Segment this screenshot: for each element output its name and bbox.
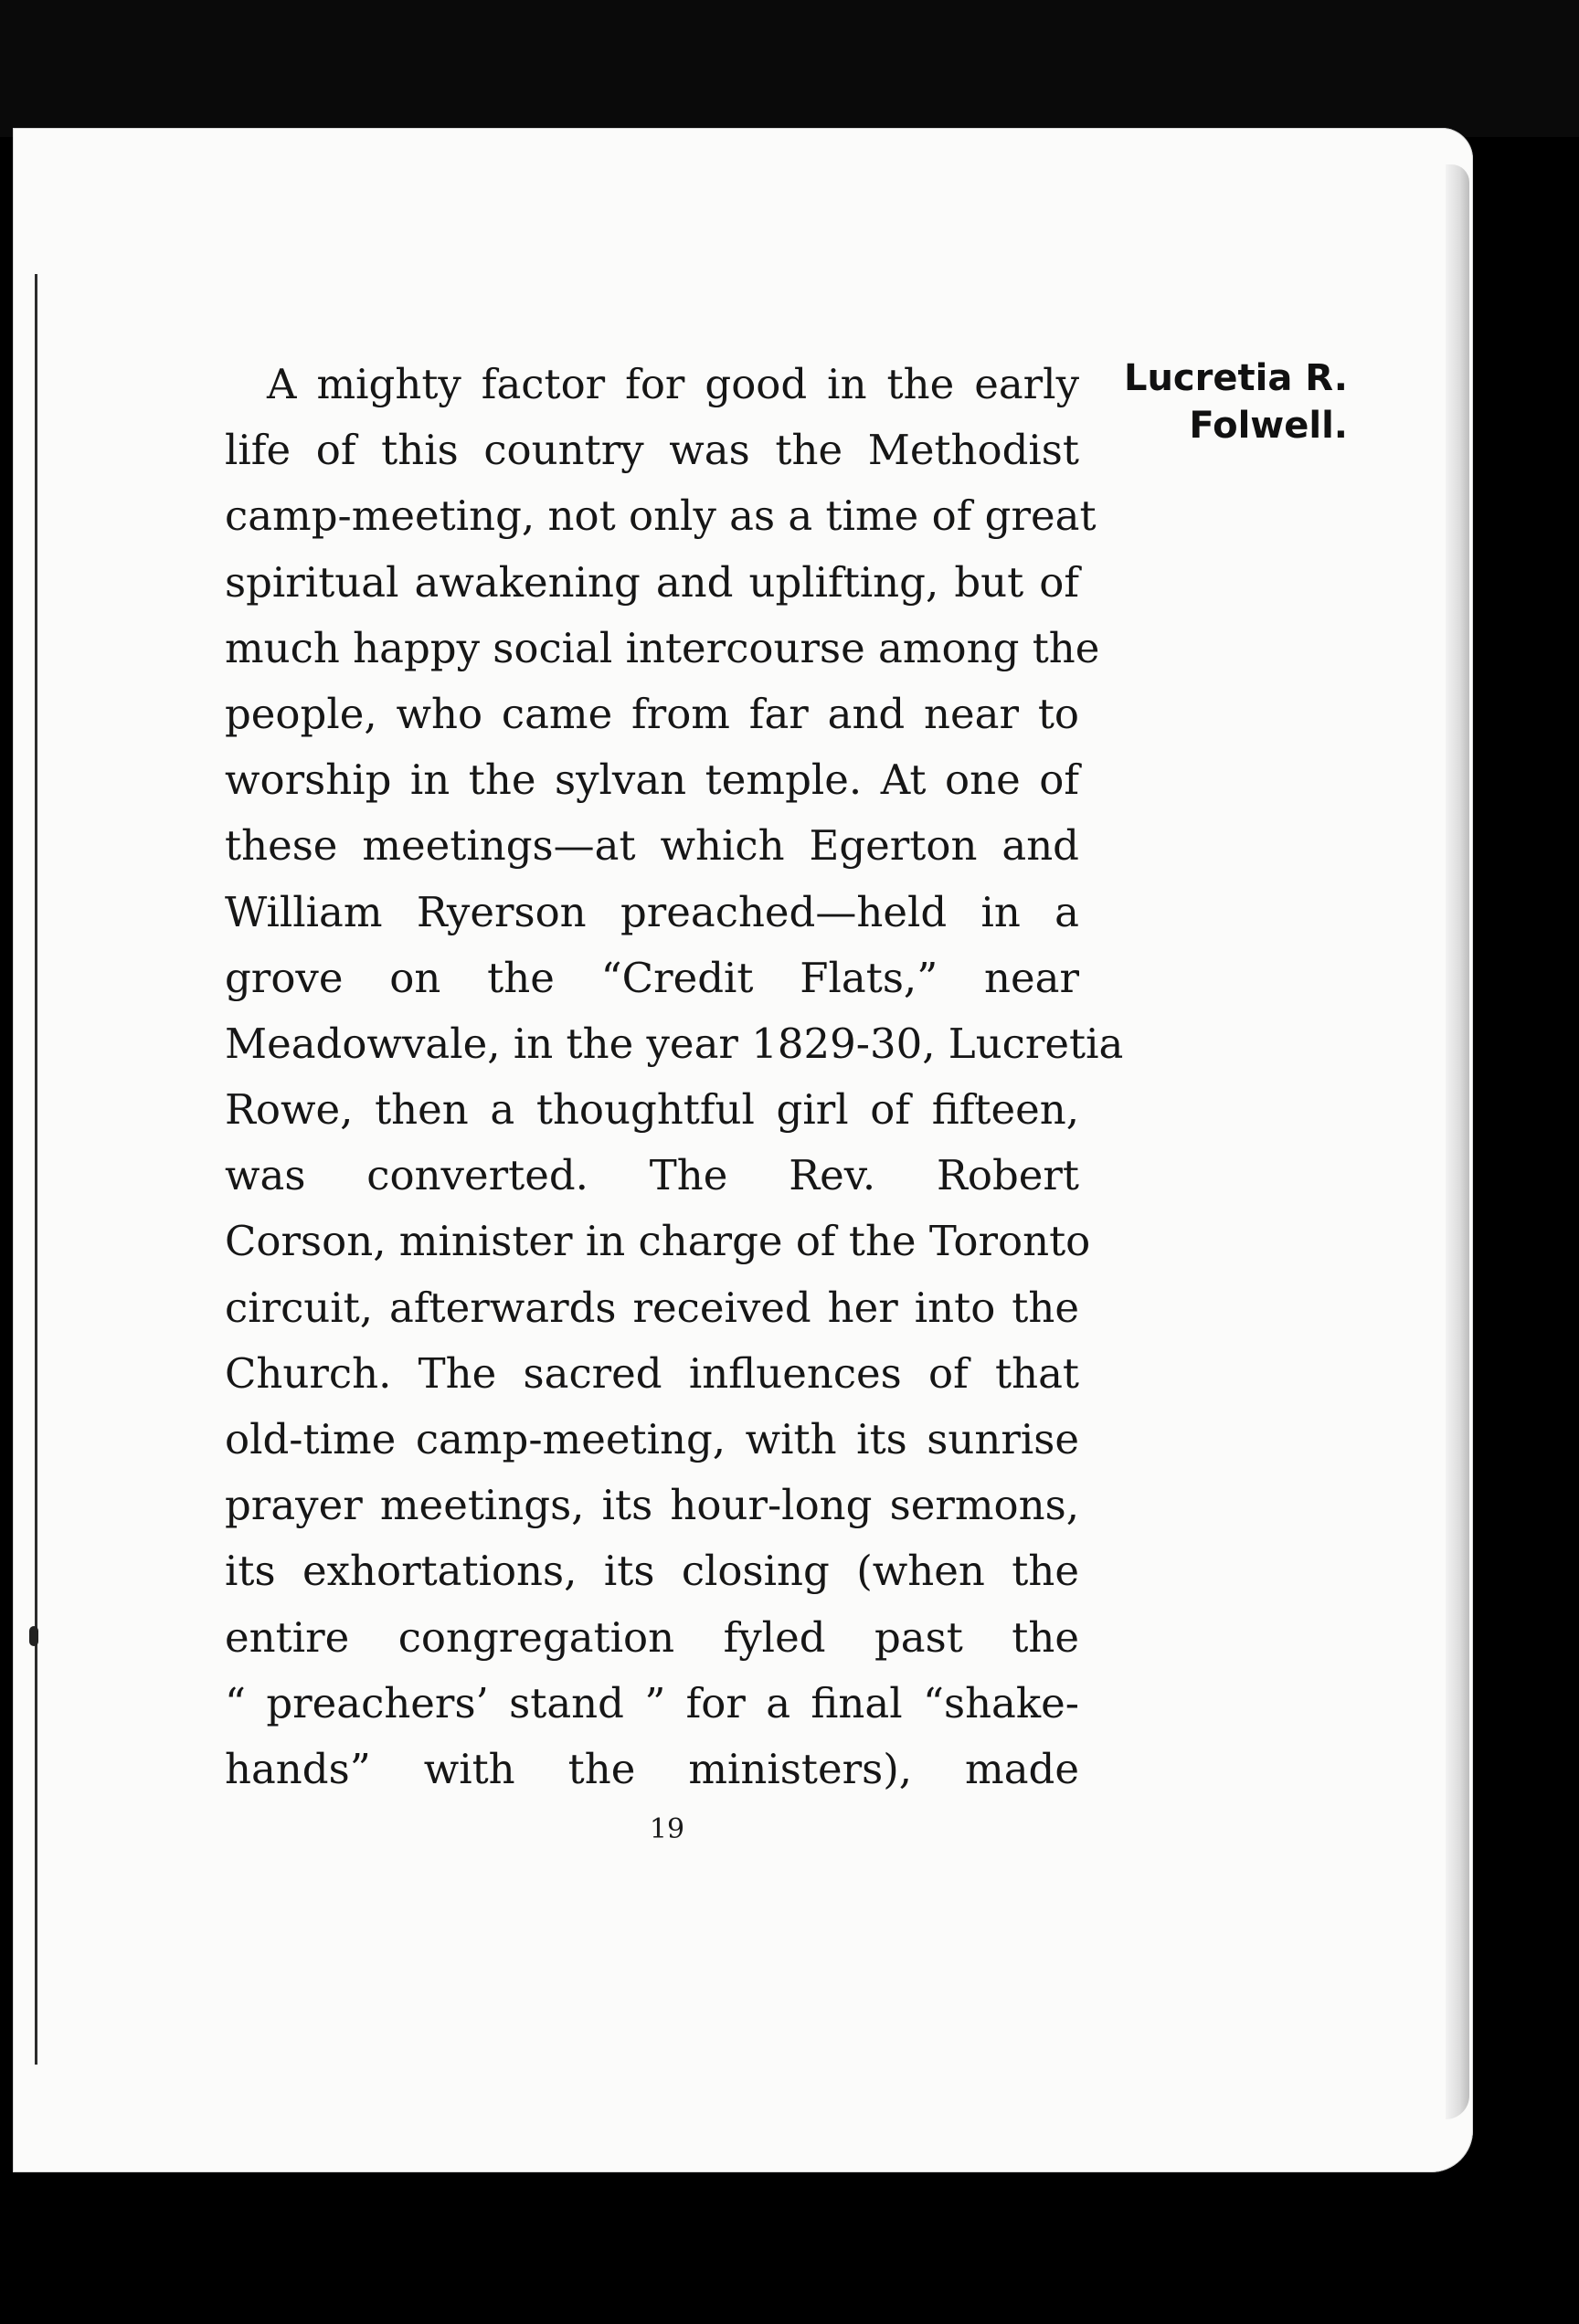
page-number: 19 — [649, 1813, 685, 1845]
text-line: worship in the sylvan temple. At one of — [225, 755, 1079, 805]
text-line: William Ryerson preached—held in a — [225, 887, 1079, 936]
margin-note-line-2: Folwell. — [1189, 405, 1348, 447]
text-line: Rowe, then a thoughtful girl of fifteen, — [225, 1085, 1079, 1135]
text-line: A mighty factor for good in the early — [267, 360, 1079, 408]
text-line: much happy social intercourse among the — [225, 623, 1100, 672]
text-line: life of this country was the Methodist — [225, 426, 1079, 475]
text-line: camp-meeting, not only as a time of great — [225, 491, 1097, 541]
text-line: entire congregation fyled past the — [225, 1612, 1079, 1662]
text-line: was converted. The Rev. Robert — [225, 1151, 1079, 1200]
text-line: old-time camp-meeting, with its sunrise — [225, 1415, 1079, 1463]
text-line: spiritual awakening and uplifting, but of — [225, 557, 1079, 607]
text-line: Corson, minister in charge of the Toronto — [225, 1217, 1091, 1266]
text-line: “ preachers’ stand ” for a final “shake- — [225, 1678, 1079, 1727]
text-line: hands” with the ministers), made — [225, 1744, 1079, 1793]
body-paragraph — [225, 352, 1124, 1802]
margin-note — [1092, 354, 1348, 449]
text-line: circuit, afterwards received her into the — [225, 1283, 1079, 1332]
page-edge — [1446, 164, 1469, 2119]
spine-mark — [29, 1626, 38, 1646]
text-line: Meadowvale, in the year 1829-30, Lucretia — [225, 1019, 1124, 1068]
scan-background-top — [0, 0, 1579, 137]
text-line: its exhortations, its closing (when the — [225, 1547, 1079, 1596]
text-line: Church. The sacred influences of that — [225, 1348, 1079, 1398]
text-line: grove on the “Credit Flats,” near — [225, 953, 1079, 1002]
spine-gutter-line — [35, 274, 37, 2065]
margin-note-line-1: Lucretia R. — [1123, 357, 1348, 399]
text-line: prayer meetings, its hour-long sermons, — [225, 1481, 1079, 1530]
text-line: these meetings—at which Egerton and — [225, 821, 1079, 871]
text-line: people, who came from far and near to — [225, 689, 1079, 738]
